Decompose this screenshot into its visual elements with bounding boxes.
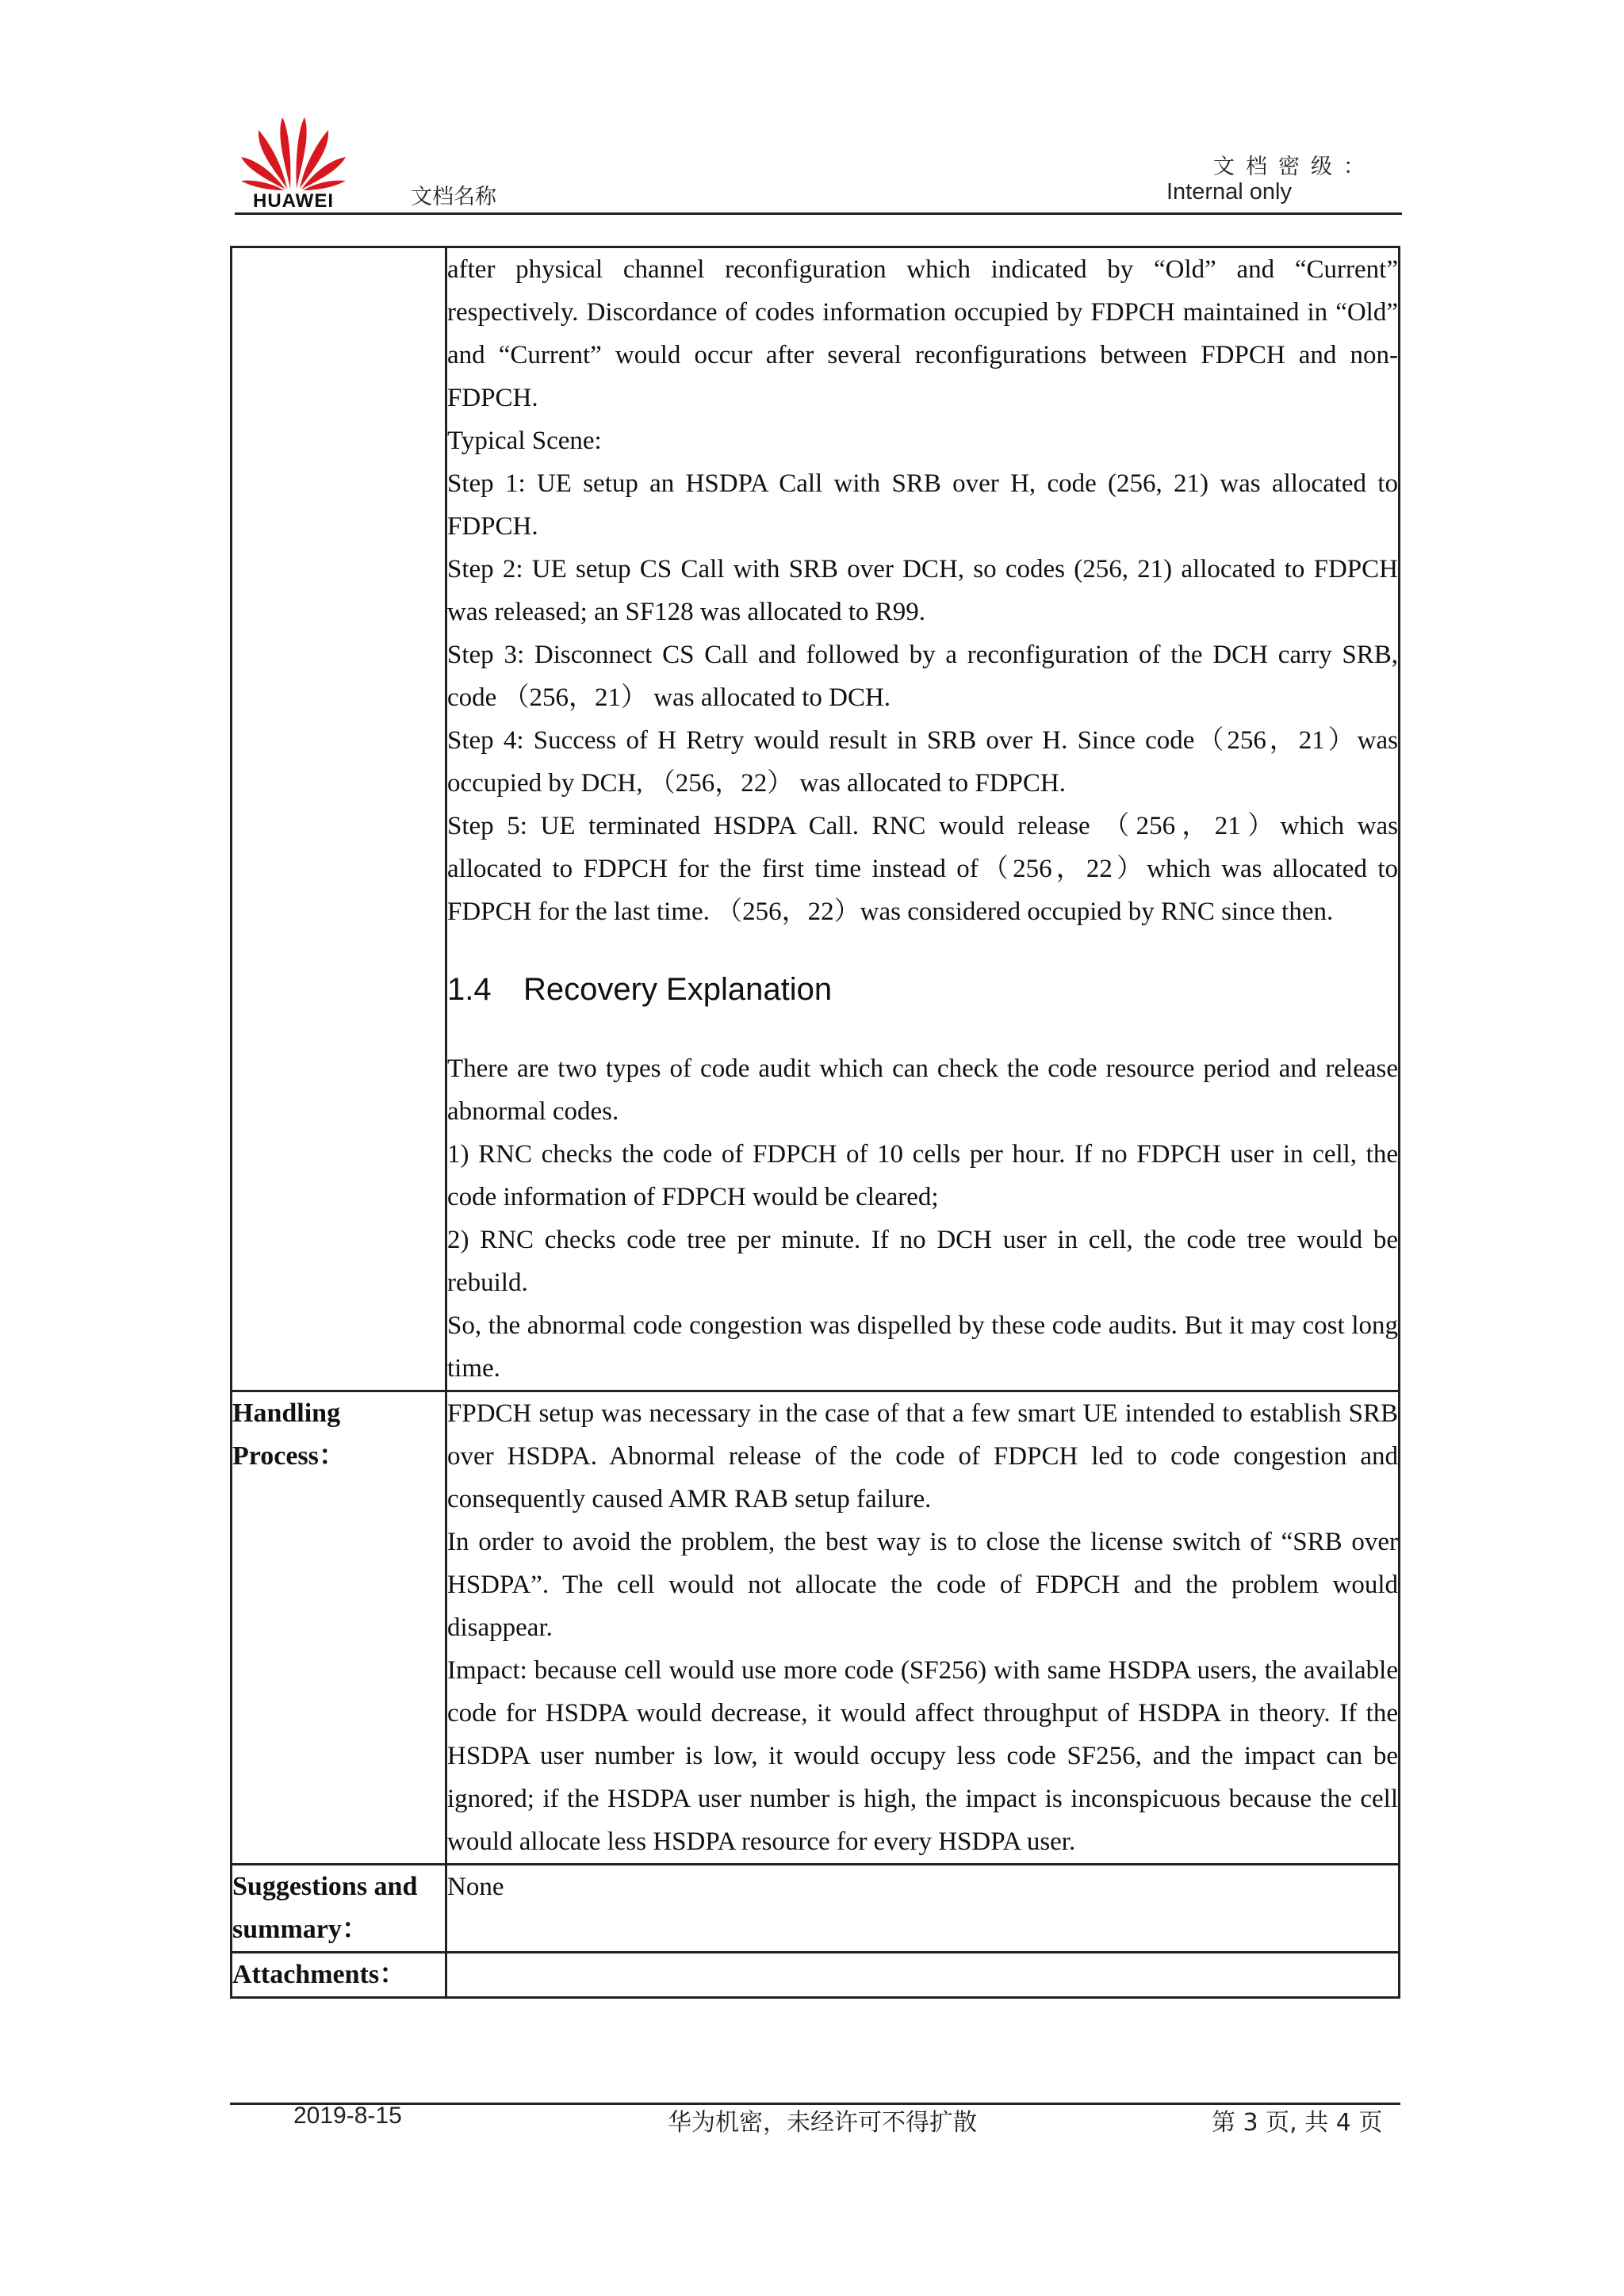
handling-paragraph: In order to avoid the problem, the best way is to close the license switch of “SRB over HSDPA”. The cell would not allocate the code of FDPCH and the problem would disappear. xyxy=(447,1528,1398,1642)
cause-paragraph: Step 5: UE terminated HSDPA Call. RNC would release （256，21）which was allocated to FDPCH for the first time instead of（256，22）which was allocated to FDPCH for the last time. （256，22）was considered occupied by RNC since then. xyxy=(447,812,1398,926)
recovery-paragraph: There are two types of code audit which can check the code resource period and release abnormal codes. xyxy=(447,1054,1398,1126)
cause-paragraph: Step 1: UE setup an HSDPA Call with SRB over H, code (256, 21) was allocated to FDPCH. xyxy=(447,469,1398,541)
handling-paragraph: Impact: because cell would use more code (SF256) with same HSDPA users, the available code for HSDPA would decrease, it would affect throughput of HSDPA in theory. If the HSDPA user number is low, it would occupy less code SF256, and the impact can be ignored; if the HSDPA user number is high, the impact is inconspicuous because the cell would allocate less HSDPA resource for every HSDPA user. xyxy=(447,1656,1398,1856)
footer-confidential-notice: 华为机密，未经许可不得扩散 xyxy=(668,2109,977,2137)
handling-paragraph: FPDCH setup was necessary in the case of that a few smart UE intended to establish SRB over HSDPA. Abnormal release of the code of FDPCH led to code congestion and consequently caused AMR RAB setup failure. xyxy=(447,1399,1398,1513)
recovery-paragraph: 1) RNC checks the code of FDPCH of 10 cells per hour. If no FDPCH user in cell, the code information of FDPCH would be cleared; xyxy=(447,1140,1398,1211)
table-row-attachments xyxy=(232,1953,1400,1998)
cause-paragraph: Typical Scene: xyxy=(447,427,602,455)
suggestions-label: Suggestions and summary： xyxy=(232,1865,446,1953)
cause-paragraph: Step 3: Disconnect CS Call and followed by a reconfiguration of the DCH carry SRB, code （256，21） was allocated to DCH. xyxy=(447,641,1398,712)
cause-paragraph: Step 4: Success of H Retry would result in SRB over H. Since code（256，21）was occupied by DCH, （256，22） was allocated to FDPCH. xyxy=(447,726,1398,798)
cause-content-cell xyxy=(446,247,1400,1391)
huawei-logo-text: HUAWEI xyxy=(253,190,334,212)
document-name: 文档名称 xyxy=(411,185,496,209)
cause-label-cell xyxy=(232,247,446,1391)
security-level-value: Internal only xyxy=(1166,179,1292,205)
recovery-paragraph: 2) RNC checks code tree per minute. If no DCH user in cell, the code tree would be rebuild. xyxy=(447,1226,1398,1297)
footer-date: 2019-8-15 xyxy=(293,2103,402,2129)
attachments-label: Attachments： xyxy=(232,1953,446,1998)
header-divider xyxy=(235,212,1402,215)
suggestions-value: None xyxy=(446,1865,1400,1953)
cause-paragraph: after physical channel reconfiguration which indicated by “Old” and “Current” respectively. Discordance of codes information occupied by FDPCH maintained in “Old” and “Current” would occur after several reconfigurations between FDPCH and non-FDPCH. xyxy=(447,255,1398,412)
handling-content-cell xyxy=(446,1391,1400,1865)
huawei-petals-icon xyxy=(238,113,349,190)
section-heading xyxy=(447,968,1398,1011)
footer-page-number: 第 3 页, 共 4 页 xyxy=(1212,2109,1383,2137)
security-level-label: 文档密级： xyxy=(1213,155,1376,179)
table-row-handling xyxy=(232,1391,1400,1865)
recovery-paragraph: So, the abnormal code congestion was dispelled by these code audits. But it may cost long time. xyxy=(447,1311,1398,1383)
huawei-logo xyxy=(238,113,349,211)
cause-paragraph: Step 2: UE setup CS Call with SRB over DCH, so codes (256, 21) allocated to FDPCH was released; an SF128 was allocated to R99. xyxy=(447,555,1398,626)
section-number: 1.4 xyxy=(447,972,492,1007)
attachments-value xyxy=(446,1953,1400,1998)
table-row-cause xyxy=(232,247,1400,1391)
handling-process-label: Handling Process： xyxy=(232,1391,446,1865)
report-table xyxy=(230,246,1400,1999)
table-row-suggestions xyxy=(232,1865,1400,1953)
section-title: Recovery Explanation xyxy=(523,972,833,1007)
